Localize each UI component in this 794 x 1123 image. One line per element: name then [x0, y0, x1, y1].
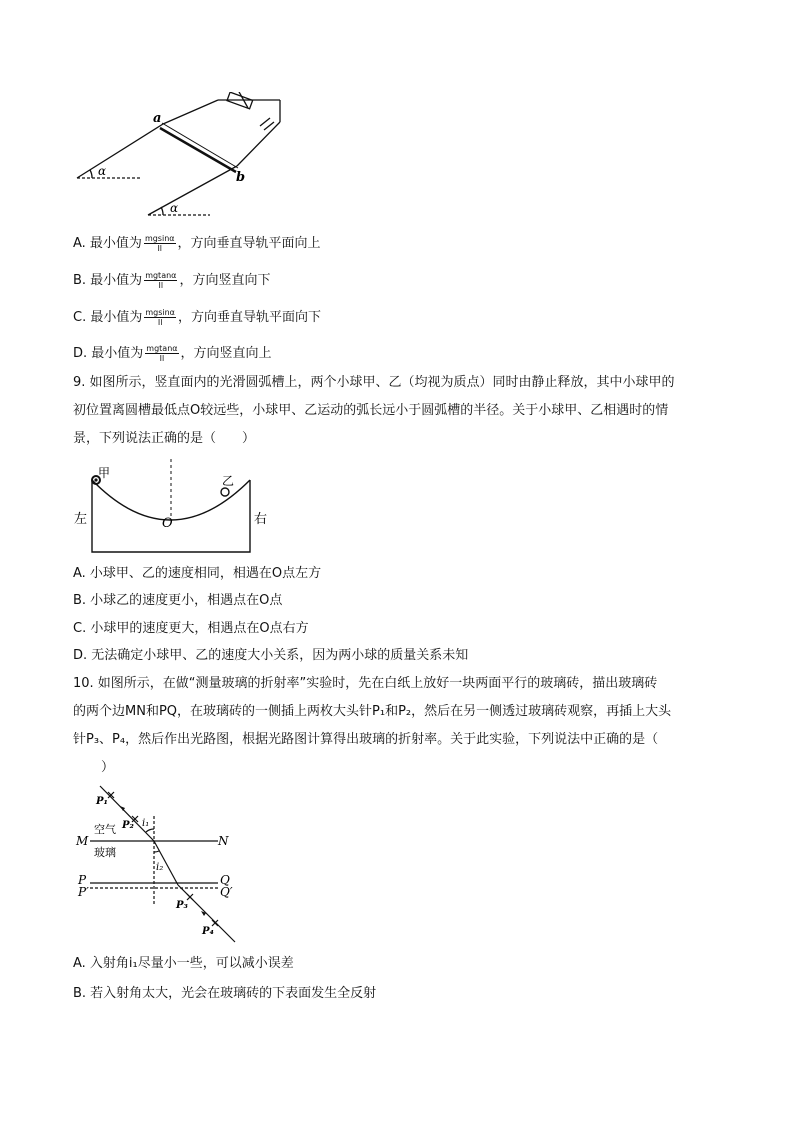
q9-stem-line-1: 9. 如图所示，竖直面内的光滑圆弧槽上，两个小球甲、乙（均视为质点）同时由静止释放，其中小球甲的 — [73, 375, 675, 390]
q10-option-b: B. 若入射角太大，光会在玻璃砖的下表面发生全反射 — [73, 986, 377, 1001]
q10-stem-line-3: 针P₃、P₄，然后作出光路图，根据光路图计算得出玻璃的折射率。关于此实验，下列说法中正确的是（ — [73, 732, 659, 747]
fraction-denominator: Il — [157, 318, 163, 327]
option-a-prefix: A. 最小值为 — [73, 236, 142, 251]
q8-option-c — [73, 308, 321, 327]
fraction — [145, 344, 178, 363]
option-c-suffix: ，方向垂直导轨平面向下 — [177, 310, 321, 325]
fraction-denominator: Il — [157, 244, 163, 253]
q9-stem-line-3: 景，下列说法正确的是（ ） — [73, 431, 256, 446]
label-b: b — [236, 170, 246, 185]
fraction-denominator: Il — [158, 281, 164, 290]
label-qp: Q′ — [220, 885, 233, 899]
label-glass: 玻璃 — [94, 846, 116, 859]
label-left: 左 — [74, 512, 88, 527]
label-p2: P₂ — [122, 820, 134, 831]
fraction — [144, 271, 177, 290]
fraction-numerator: mgtanα — [146, 344, 178, 353]
option-d-suffix: ，方向竖直向上 — [180, 346, 272, 361]
label-m: M — [76, 834, 89, 848]
label-i1: i₁ — [142, 818, 150, 829]
q10-stem-line-2: 的两个边MN和PQ，在玻璃砖的一侧插上两枚大头针P₁和P₂，然后在另一侧透过玻璃砖观察，再插上大头 — [73, 704, 672, 719]
label-jia: 甲 — [98, 466, 111, 480]
option-c-prefix: C. 最小值为 — [73, 310, 143, 325]
label-q: Q — [220, 873, 230, 887]
fraction — [144, 234, 176, 253]
label-o: O — [162, 516, 173, 531]
rail-figure — [70, 92, 300, 222]
label-p1: P₁ — [96, 796, 108, 807]
q10-option-a: A. 入射角i₁尽量小一些，可以减小误差 — [73, 956, 294, 971]
q9-option-c: C. 小球甲的速度更大，相遇点在O点右方 — [73, 621, 309, 636]
label-p: P — [78, 873, 87, 887]
fraction-numerator: mgtanα — [145, 271, 177, 280]
q10-stem-line-4: ） — [88, 760, 115, 775]
label-yi: 乙 — [222, 474, 235, 488]
fraction-numerator: mgsinα — [144, 234, 175, 243]
option-a-suffix: ，方向垂直导轨平面向上 — [177, 236, 321, 251]
label-pp: P′ — [78, 885, 89, 899]
label-i2: i₂ — [156, 862, 164, 873]
option-b-suffix: ，方向竖直向下 — [179, 273, 271, 288]
q9-option-a: A. 小球甲、乙的速度相同，相遇在O点左方 — [73, 566, 322, 581]
angle-alpha-1: α — [98, 164, 107, 178]
q9-option-d: D. 无法确定小球甲、乙的速度大小关系，因为两小球的质量关系未知 — [73, 648, 469, 663]
label-n: N — [218, 834, 229, 848]
q9-stem-line-2: 初位置离圆槽最低点O较远些，小球甲、乙运动的弧长远小于圆弧槽的半径。关于小球甲、乙相遇时的情 — [73, 403, 669, 418]
option-d-prefix: D. 最小值为 — [73, 346, 144, 361]
label-a: a — [153, 111, 162, 126]
fraction-denominator: Il — [159, 354, 165, 363]
q10-stem-line-1: 10. 如图所示，在做“测量玻璃的折射率”实验时，先在白纸上放好一块两面平行的玻璃砖，描出玻璃砖 — [73, 676, 658, 691]
fraction-numerator: mgsinα — [145, 308, 175, 317]
label-right: 右 — [254, 512, 268, 527]
q9-option-b: B. 小球乙的速度更小，相遇点在O点 — [73, 593, 283, 608]
q8-option-b — [73, 271, 270, 290]
q8-option-d — [73, 344, 272, 363]
label-p4: P₄ — [202, 926, 214, 937]
arc-groove-figure — [70, 455, 280, 560]
label-p3: P₃ — [176, 900, 188, 911]
q8-option-a — [73, 234, 321, 253]
fraction — [144, 308, 176, 327]
refraction-figure — [70, 780, 250, 950]
angle-alpha-2: α — [170, 201, 179, 215]
option-b-prefix: B. 最小值为 — [73, 273, 143, 288]
label-air: 空气 — [94, 823, 116, 836]
